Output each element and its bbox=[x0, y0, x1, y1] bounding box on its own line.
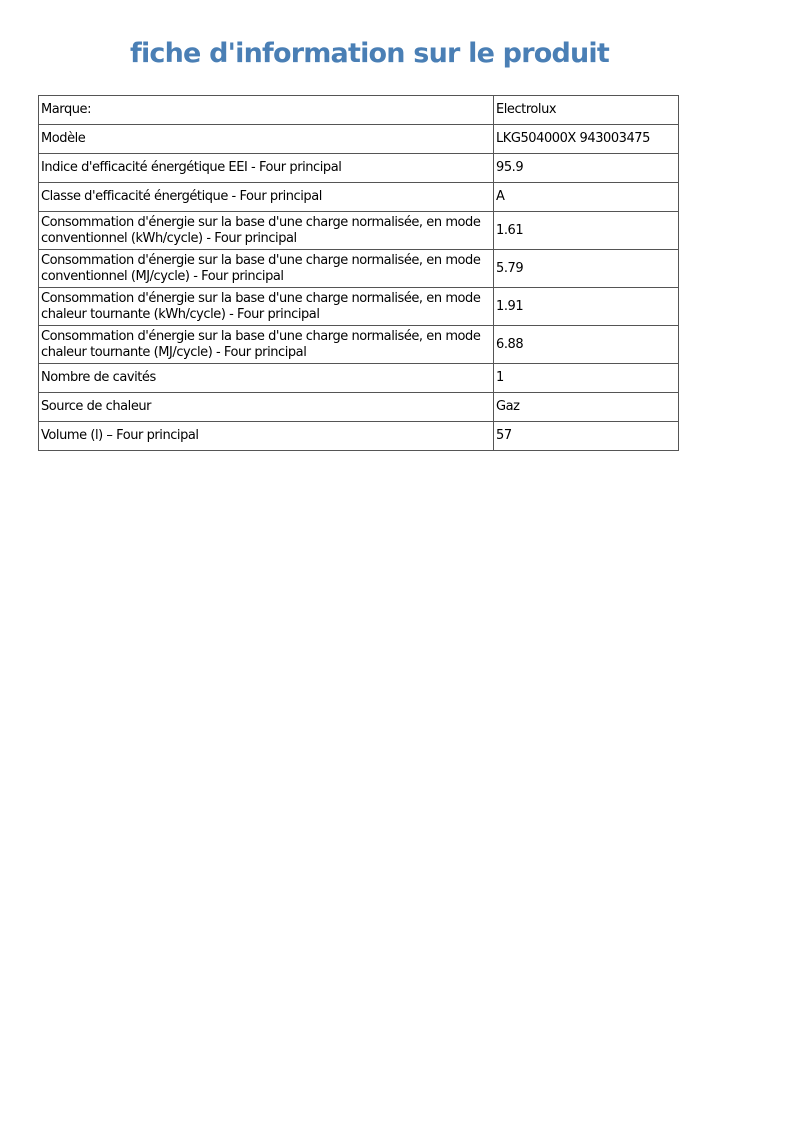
row-label: Consommation d'énergie sur la base d'une charge normalisée, en mode chaleur tournante (kWh/cycle) - Four principal bbox=[39, 288, 494, 326]
row-label: Classe d'efficacité énergétique - Four principal bbox=[39, 183, 494, 212]
page-title: fiche d'information sur le produit bbox=[130, 38, 609, 69]
row-value: 95.9 bbox=[494, 154, 679, 183]
row-value: Gaz bbox=[494, 393, 679, 422]
row-value: 1.61 bbox=[494, 212, 679, 250]
row-value: 6.88 bbox=[494, 326, 679, 364]
row-label: Marque: bbox=[39, 96, 494, 125]
row-value: 1 bbox=[494, 364, 679, 393]
row-label: Consommation d'énergie sur la base d'une charge normalisée, en mode conventionnel (MJ/cycle) - Four principal bbox=[39, 250, 494, 288]
table-row bbox=[39, 212, 679, 250]
table-row bbox=[39, 125, 679, 154]
row-label: Modèle bbox=[39, 125, 494, 154]
table-row bbox=[39, 364, 679, 393]
row-value: 57 bbox=[494, 422, 679, 451]
row-value: 5.79 bbox=[494, 250, 679, 288]
row-label: Consommation d'énergie sur la base d'une charge normalisée, en mode chaleur tournante (MJ/cycle) - Four principal bbox=[39, 326, 494, 364]
row-label: Source de chaleur bbox=[39, 393, 494, 422]
table-row bbox=[39, 422, 679, 451]
row-label: Volume (l) – Four principal bbox=[39, 422, 494, 451]
table-row bbox=[39, 183, 679, 212]
table-row bbox=[39, 250, 679, 288]
table-row bbox=[39, 96, 679, 125]
table-row bbox=[39, 154, 679, 183]
row-value: LKG504000X 943003475 bbox=[494, 125, 679, 154]
row-value: A bbox=[494, 183, 679, 212]
product-info-table bbox=[38, 95, 679, 451]
table-row bbox=[39, 326, 679, 364]
row-label: Indice d'efficacité énergétique EEI - Four principal bbox=[39, 154, 494, 183]
row-value: 1.91 bbox=[494, 288, 679, 326]
row-value: Electrolux bbox=[494, 96, 679, 125]
table-row bbox=[39, 288, 679, 326]
row-label: Consommation d'énergie sur la base d'une charge normalisée, en mode conventionnel (kWh/cycle) - Four principal bbox=[39, 212, 494, 250]
table-row bbox=[39, 393, 679, 422]
row-label: Nombre de cavités bbox=[39, 364, 494, 393]
